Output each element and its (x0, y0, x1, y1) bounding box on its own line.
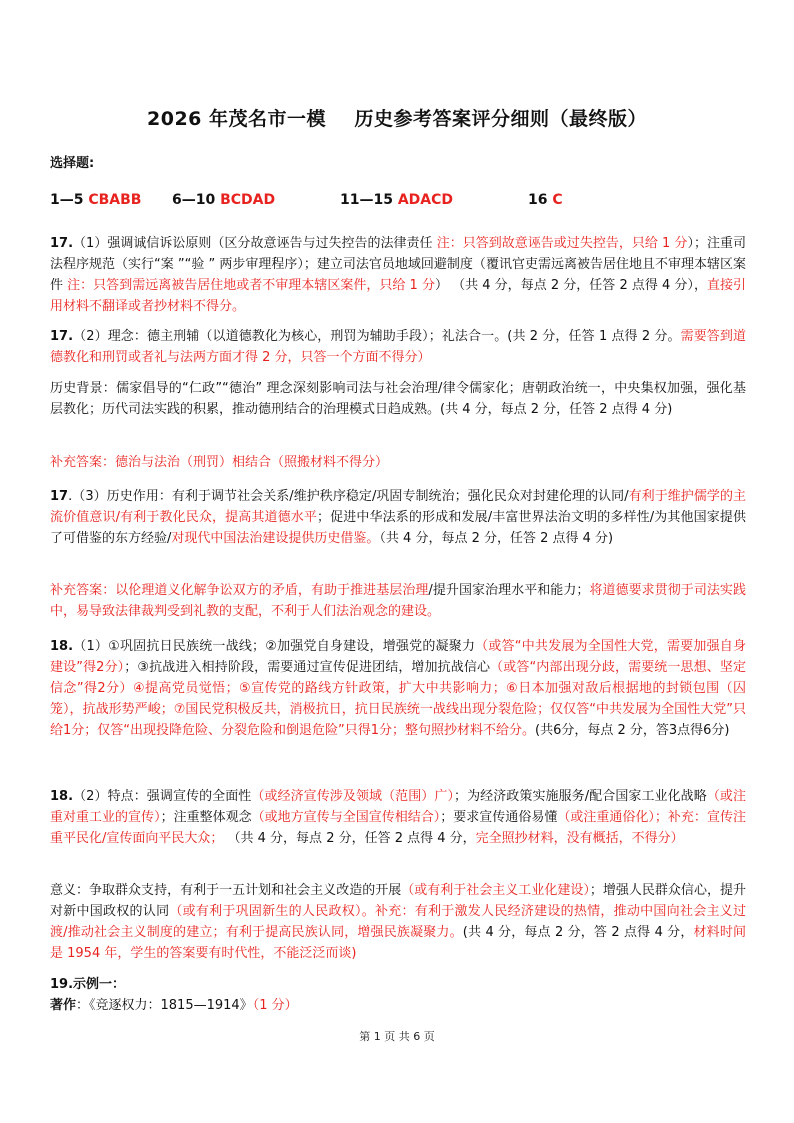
mc-range: 16 (528, 192, 553, 208)
answer-text: （共 4 分，每点 2 分，任答 2 点得 4 分) (379, 531, 614, 546)
q18-part1-paragraph (50, 636, 746, 741)
scoring-note: 对现代中国法治建设提供历史借鉴。 (171, 531, 380, 546)
scoring-note: （1 分） (252, 998, 298, 1013)
question-number: 18. (50, 639, 74, 654)
mc-range: 6—10 (172, 192, 221, 208)
q17-part2-paragraph (50, 326, 746, 368)
answer-text: ）；注重司法程序规范（实行“案 ”“验 ” 两步审理程序）；建立司法官员地域回避制度（覆讯官吏需远离被告居住地且不审理本辖区案件 (50, 236, 746, 293)
answer-text: （2）理念：德主刑辅（以道德教化为核心，刑罚为辅助手段）；礼法合一。(共 2 分，任答 1 点得 2 分。 (73, 329, 681, 344)
scoring-note: （或答“内部出现分歧，需要统一思想、坚定信念”得2分）④提高党员觉悟；⑤宣传党的路线方针政策，扩大中共影响力；⑥日本加强对敌后根据地的封锁包围（囚笼），抗战形势严峻；⑦国民党积极反共，消极抗日，抗日民族统一战线出现分裂危险；仅仅答“中共发展为全国性大党”只给1分；仅答“出现投降危险、分裂危险和倒退危险”只得1分；整句照抄材料不给分。 (50, 660, 746, 738)
question-number: 18. (50, 789, 74, 804)
q18-part2-paragraph (50, 786, 746, 849)
answer-text: .（3）历史作用：有利于调节社会关系/维护秩序稳定/巩固专制统治；强化民众对封建伦理的认同/ (68, 489, 629, 504)
q17-part1-paragraph (50, 233, 746, 317)
scoring-note: 注：只答到需远离被告居住地或者不审理本辖区案件，只给 1 分 (67, 278, 435, 293)
mc-range: 1—5 (50, 192, 89, 208)
answer-text: ：《竞逐权力：1815—1914》 (76, 998, 253, 1013)
question-number: 17. (50, 236, 74, 251)
q19-heading: 19.示例一： (50, 977, 126, 992)
answer-text: /提升国家治理水平和能力； (428, 583, 590, 598)
answer-text: ；注重整体观念 (160, 810, 252, 825)
answer-text: （2）特点：强调宣传的全面性 (73, 789, 252, 804)
mc-range: 11—15 (340, 192, 398, 208)
answer-text: （1）①巩固抗日民族统一战线；②加强党自身建设，增强党的凝聚力 (73, 639, 476, 654)
scoring-note: 注：只答到故意诬告或过失控告，只给 1 分 (436, 236, 688, 251)
scoring-note: 直接引用材料不翻译或者抄材料不得分。 (50, 278, 746, 314)
q18-part2-significance-paragraph (50, 880, 746, 964)
page-footer: 第 1 页 共 6 页 (359, 1030, 435, 1043)
answer-text: ；为经济政策实施服务/配合国家工业化战略 (454, 789, 707, 804)
mc-group-16 (528, 192, 563, 208)
document-title: 2026 年茂名市一模 历史参考答案评分细则（最终版） (147, 108, 647, 130)
scoring-note: 材料时间是 1954 年，学生的答案要有时代性，不能泛泛而谈) (50, 925, 746, 961)
mc-answer: BCDAD (220, 192, 276, 208)
work-label: 著作 (50, 998, 77, 1013)
answer-text: ；促进中华法系的形成和发展/丰富世界法治文明的多样性/为其他国家提供了可借鉴的东方经验/ (50, 510, 746, 546)
scoring-note: （或答“中共发展为全国性大党，需要加强自身建设”得2分） (50, 639, 746, 675)
scoring-note: 完全照抄材料，没有概括，不得分） (475, 831, 684, 846)
mc-answer: C (552, 192, 563, 208)
scoring-note: 补充答案：以伦理道义化解争讼双方的矛盾，有助于推进基层治理 (50, 583, 429, 598)
answer-text: 意义：争取群众支持，有利于一五计划和社会主义改造的开展 (50, 883, 402, 898)
question-number: 17 (50, 489, 69, 504)
scoring-note: 补充答案：德治与法治（刑罚）相结合（照搬材料不得分） (50, 455, 389, 470)
mc-answer: ADACD (397, 192, 454, 208)
scoring-note: 需要答到道德教化和刑罚或者礼与法两方面才得 2 分，只答一个方面不得分） (50, 329, 746, 365)
answer-text: 历史背景：儒家倡导的“仁政”“德治” 理念深刻影响司法与社会治理/律令儒家化；唐朝政治统一，中央集权加强，强化基层教化；历代司法实践的积累，推动德刑结合的治理模式日趋成熟。(共 4 分，每点 2 分，任答 2 点得 4 分) (50, 381, 746, 417)
mc-group-1-5 (50, 192, 141, 208)
answer-text: ；③抗战进入相持阶段，需要通过宣传促进团结，增加抗战信心 (124, 660, 491, 675)
scoring-note: （或有利于巩固新生的人民政权）。补充：有利于激发人民经济建设的热情，推动中国向社会主义过渡/推动社会主义制度的建立；有利于提高民族认同，增强民族凝聚力。 (50, 904, 746, 940)
answer-text: ；要求宣传通俗易懂 (440, 810, 558, 825)
scoring-note: （或注重对重工业的宣传） (50, 789, 746, 825)
answer-text: ） （共 4 分，每点 2 分，任答 2 点得 4 分）， (434, 278, 707, 293)
scoring-note: （或有利于社会主义工业化建设） (401, 883, 590, 898)
scoring-note: （或经济宣传涉及领域（范围）广） (251, 789, 455, 804)
mc-group-11-15 (340, 192, 453, 208)
answer-text: （1）强调诚信诉讼原则（区分故意诬告与过失控告的法律责任 (73, 236, 437, 251)
answer-text: (共 4 分，每点 2 分，答 2 点得 4 分， (462, 925, 694, 940)
mc-group-6-10 (172, 192, 275, 208)
mc-answer: CBABB (88, 192, 142, 208)
multiple-choice-answers (50, 192, 750, 210)
q19-example-work (50, 995, 746, 1016)
answer-text: ；增强人民群众信心，提升对新中国政权的认同 (50, 883, 746, 919)
scoring-note: （或注重通俗化）；补充：宣传注重平民化/宣传面向平民大众； (50, 810, 746, 846)
answer-text: （共 4 分，每点 2 分，任答 2 点得 4 分， (223, 831, 476, 846)
scoring-note: 有利于维护儒学的主流价值意识/有利于教化民众，提高其道德水平 (50, 489, 746, 525)
section-heading-multiple-choice: 选择题: (50, 156, 95, 171)
scoring-note: （或地方宣传与全国宣传相结合） (251, 810, 441, 825)
scoring-note: 将道德要求贯彻于司法实践中，易导致法律裁判受到礼教的支配，不利于人们法治观念的建设。 (50, 583, 746, 619)
question-number: 17. (50, 329, 74, 344)
q17-part3-paragraph (50, 486, 746, 549)
q17-part3-supplement (50, 580, 746, 622)
q17-part2-supplement (50, 452, 746, 473)
q17-part2-background-paragraph (50, 378, 746, 420)
answer-text: (共6分，每点 2 分，答3点得6分) (535, 723, 730, 738)
